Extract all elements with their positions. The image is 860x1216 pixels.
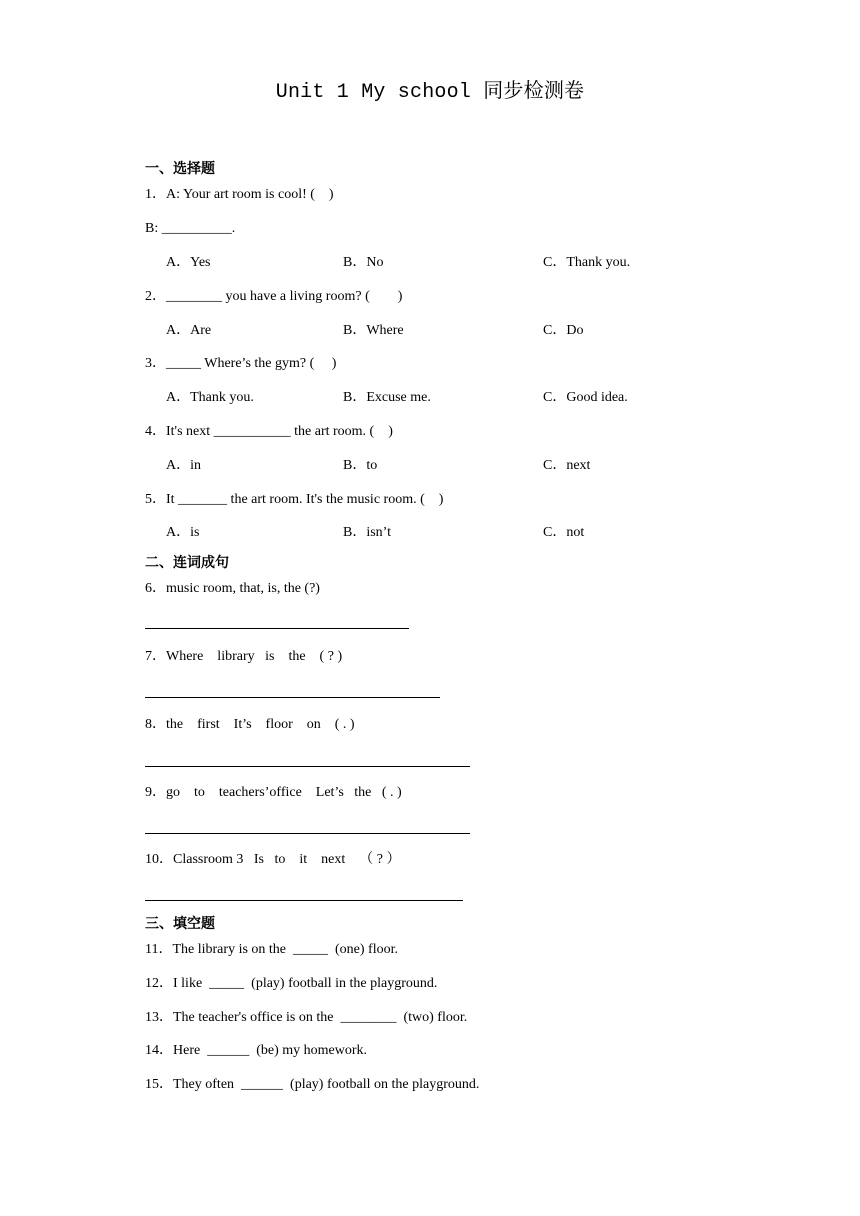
- answer-line-8: [145, 766, 470, 767]
- answer-line-6: [145, 628, 409, 629]
- question-15: 15．They often ______ (play) football on the playground.: [145, 1077, 480, 1092]
- q5-option-c: C．not: [543, 525, 585, 540]
- q4-option-a: A．in: [166, 458, 201, 473]
- question-11: 11．The library is on the _____ (one) floor.: [145, 942, 398, 957]
- q5-option-a: A．is: [166, 525, 200, 540]
- q3-option-a: A．Thank you.: [166, 390, 254, 405]
- q4-option-c: C．next: [543, 458, 591, 473]
- page-title: Unit 1 My school 同步检测卷: [275, 81, 585, 104]
- q1-option-b: B．No: [343, 255, 384, 270]
- question-6: 6．music room, that, is, the (?): [145, 581, 320, 596]
- q2-option-b: B．Where: [343, 323, 404, 338]
- q4-option-b: B．to: [343, 458, 378, 473]
- question-3: 3．_____ Where’s the gym? ( ): [145, 356, 337, 371]
- question-9: 9．go to teachers’office Let’s the ( . ): [145, 785, 402, 800]
- question-14: 14．Here ______ (be) my homework.: [145, 1043, 368, 1058]
- q1-option-a: A．Yes: [166, 255, 211, 270]
- answer-line-10: [145, 900, 463, 901]
- question-1-line2: B: __________.: [145, 221, 236, 236]
- question-1: 1．A: Your art room is cool! ( ): [145, 187, 334, 202]
- q3-option-c: C．Good idea.: [543, 390, 628, 405]
- question-7: 7．Where library is the ( ? ): [145, 649, 343, 664]
- q1-option-c: C．Thank you.: [543, 255, 631, 270]
- section-heading-fill: 三、填空题: [145, 916, 215, 932]
- question-8: 8．the first It’s floor on ( . ): [145, 717, 355, 732]
- answer-line-7: [145, 697, 440, 698]
- question-13: 13．The teacher's office is on the ________ (two) floor.: [145, 1010, 468, 1025]
- section-heading-choice: 一、选择题: [145, 161, 215, 177]
- section-heading-arrange: 二、连词成句: [145, 555, 229, 571]
- q2-option-a: A．Are: [166, 323, 212, 338]
- question-12: 12．I like _____ (play) football in the playground.: [145, 976, 438, 991]
- question-5: 5．It _______ the art room. It's the music room. ( ): [145, 492, 444, 507]
- question-4: 4．It's next ___________ the art room. ( ): [145, 424, 393, 439]
- answer-line-9: [145, 833, 470, 834]
- q2-option-c: C．Do: [543, 323, 584, 338]
- question-2: 2．________ you have a living room? ( ): [145, 289, 403, 304]
- q3-option-b: B．Excuse me.: [343, 390, 431, 405]
- question-10: 10．Classroom 3 Is to it next （ ? ）: [145, 852, 401, 867]
- q5-option-b: B．isn’t: [343, 525, 391, 540]
